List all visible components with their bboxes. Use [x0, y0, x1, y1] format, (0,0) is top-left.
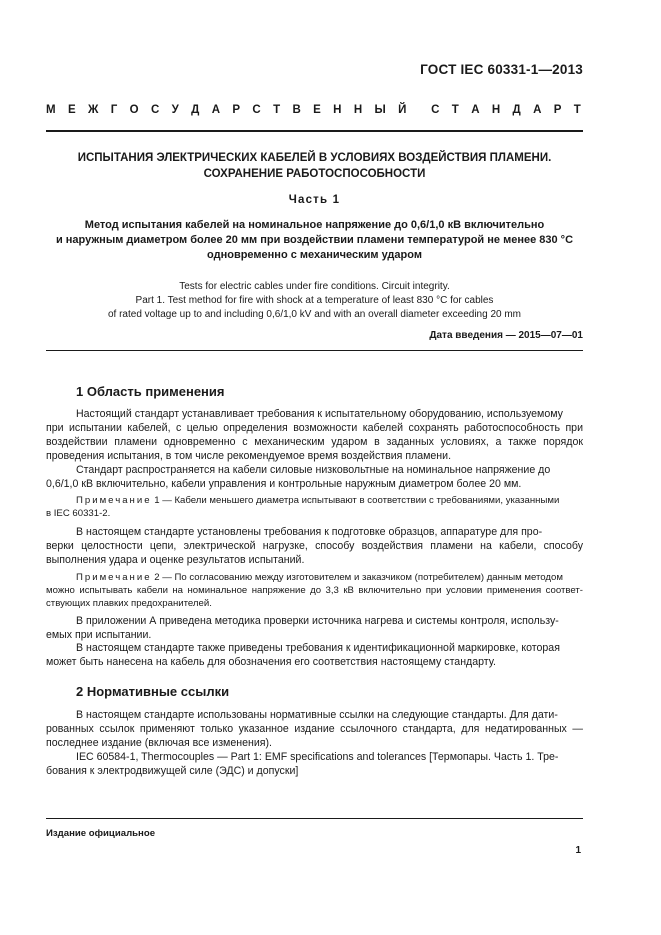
- interstate-letter: Н: [353, 104, 363, 116]
- interstate-letter: А: [471, 104, 480, 116]
- section-2-paragraph-1: В настоящем стандарте использованы нормативные ссылки на следующие стандарты. Для дати- рованных ссылок применяют только указанное издание ссылочного стандарта, для недатированных — последнее издание (включая все изменения).: [46, 709, 583, 749]
- interstate-letter: Т: [273, 104, 281, 116]
- section-1-paragraph-5: В настоящем стандарте также приведены требования к идентификационной маркировке, которая может быть нанесена на кабель для обозначения его соответствия настоящему стандарту.: [46, 642, 560, 668]
- interstate-letter: М: [46, 104, 56, 116]
- interstate-letter: С: [431, 104, 440, 116]
- interstate-letter: С: [150, 104, 160, 116]
- subtitle-ru: [46, 218, 583, 263]
- interstate-letter: Т: [451, 104, 459, 116]
- date-rule: [46, 350, 583, 351]
- title-main-line1: ИСПЫТАНИЯ ЭЛЕКТРИЧЕСКИХ КАБЕЛЕЙ В УСЛОВИЯХ ВОЗДЕЙСТВИЯ ПЛАМЕНИ.: [77, 152, 552, 164]
- interstate-letter: О: [129, 104, 139, 116]
- interstate-letter: А: [533, 104, 542, 116]
- section-1-paragraph-1: Настоящий стандарт устанавливает требования к испытательному оборудованию, используемому при испытании кабелей, с целью определения возможности кабелей сохранять работоспособность при воздействии пламени одновременно с механическим ударом в заданных условиях, а также порядок проведения испытания, в том числе рекомендуемое время воздействия пламени.: [46, 408, 583, 462]
- title-en-line2: Part 1. Test method for fire with shock at a temperature of least 830 °C for cables: [135, 295, 494, 306]
- section-2-heading: 2 Нормативные ссылки: [76, 684, 230, 699]
- interstate-standard-heading: [46, 104, 581, 116]
- title-en-line3: of rated voltage up to and including 0,6/1,0 kV and with an overall diameter exceeding 20 mm: [107, 309, 522, 320]
- subtitle-line1: Метод испытания кабелей на номинальное напряжение до 0,6/1,0 кВ включительно: [84, 219, 545, 231]
- interstate-letter: А: [211, 104, 221, 116]
- title-en: [46, 280, 583, 322]
- section-2-paragraph-2: IEC 60584-1, Thermocouples — Part 1: EMF specifications and tolerances [Термопары. Часть 1. Тре- бования к электродвижущей силе (ЭДС) и допуски]: [46, 751, 559, 777]
- page-number: 1: [575, 845, 581, 856]
- interstate-letter: Р: [553, 104, 562, 116]
- introduction-date: Дата введения — 2015—07—01: [429, 330, 583, 341]
- interstate-letter: Й: [398, 104, 407, 116]
- official-edition-label: Издание официальное: [46, 828, 156, 839]
- footer-rule: [46, 818, 583, 819]
- interstate-letter: Г: [110, 104, 118, 116]
- section-1-paragraph-3: В настоящем стандарте установлены требования к подготовке образцов, аппаратуре для про- верки целостности цепи, электрической нагрузке, способу воздействия пламени на кабели, способу выполнения удара и оценке результатов испытаний.: [46, 526, 583, 566]
- title-en-line1: Tests for electric cables under fire conditions. Circuit integrity.: [179, 281, 450, 292]
- interstate-letter: Е: [313, 104, 321, 116]
- title-main: [46, 150, 583, 182]
- interstate-letter: Д: [191, 104, 200, 116]
- interstate-letter: Д: [512, 104, 521, 116]
- interstate-letter: Т: [573, 104, 581, 116]
- part-number: Часть 1: [288, 194, 341, 206]
- section-1-paragraph-4: В приложении А приведена методика проверки источника нагрева и системы контроля, использу- емых при испытании.: [46, 615, 559, 641]
- header-rule: [46, 130, 583, 132]
- interstate-letter: Е: [67, 104, 76, 116]
- section-1-heading: 1 Область применения: [76, 384, 225, 399]
- interstate-letter: С: [252, 104, 261, 116]
- section-1-paragraph-2: Стандарт распространяется на кабели силовые низковольтные на номинальное напряжение до 0,6/1,0 кВ включительно, кабели управления и контрольные наружным диаметром более 20 мм.: [46, 464, 551, 490]
- note-1: Примечание 1 — Кабели меньшего диаметра испытывают в соответствии с требованиями, указанными в IEC 60331-2.: [46, 495, 560, 519]
- title-block: [46, 150, 583, 322]
- interstate-letter: Ж: [87, 104, 99, 116]
- title-main-line2: СОХРАНЕНИЕ РАБОТОСПОСОБНОСТИ: [203, 168, 426, 180]
- note-2: Примечание 2 — По согласованию между изготовителем и заказчиком (потребителем) данным методом можно испытывать кабели на номинальное напряжение до 3,3 кВ включительно при условии применения соответ-ствующих плавких предохранителей.: [46, 572, 583, 609]
- interstate-letter: Р: [232, 104, 241, 116]
- interstate-letter: Н: [333, 104, 342, 116]
- subtitle-line3: одновременно с механическим ударом: [207, 249, 422, 261]
- interstate-letter: У: [171, 104, 179, 116]
- interstate-letter: В: [292, 104, 301, 116]
- document-code: ГОСТ IEC 60331-1—2013: [420, 62, 583, 77]
- interstate-letter: Н: [491, 104, 501, 116]
- subtitle-line2: и наружным диаметром более 20 мм при воздействии пламени температурой не менее 830 °С: [55, 234, 574, 246]
- interstate-letter: Ы: [374, 104, 386, 116]
